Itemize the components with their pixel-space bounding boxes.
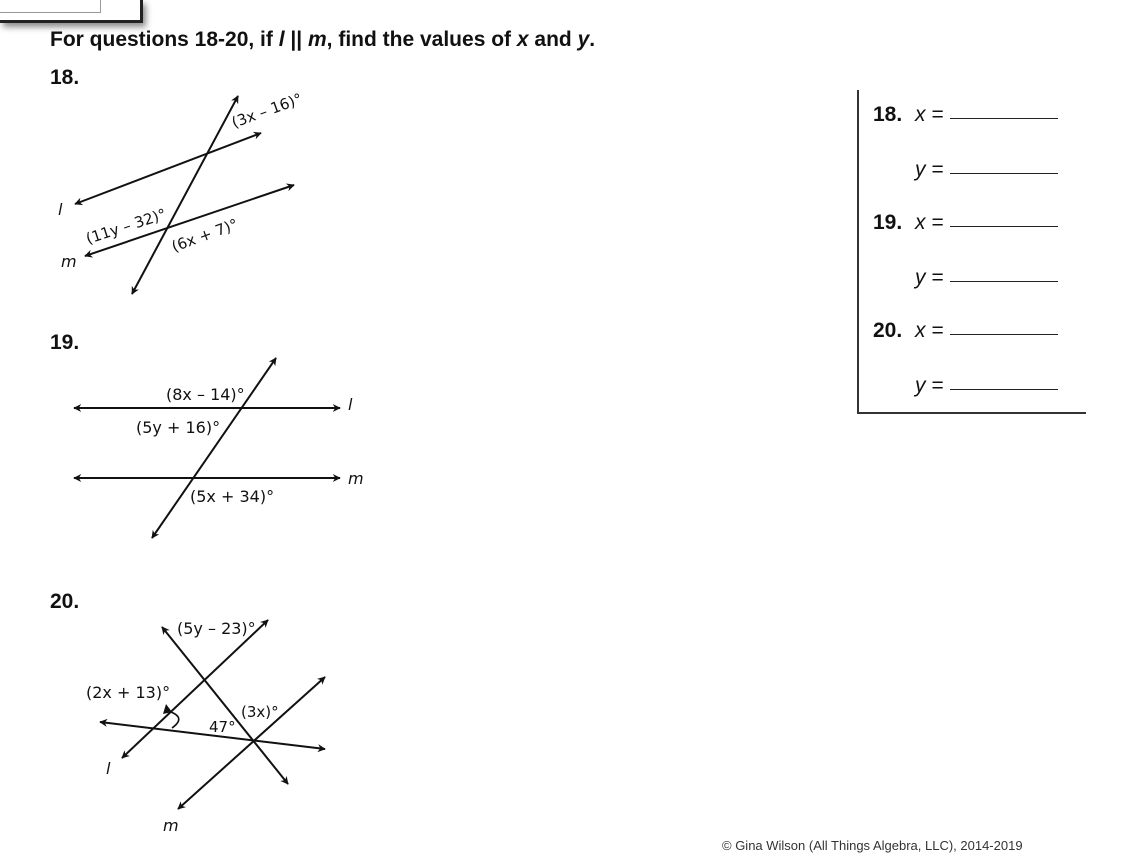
- answer-row-20-y: [873, 374, 1058, 398]
- answer-row-19-y: [873, 266, 1058, 290]
- diagram-19-angle-2: (5y + 16)°: [136, 418, 221, 437]
- answer-variable: y: [915, 158, 926, 181]
- answer-number: 18.: [873, 103, 903, 126]
- problem-19-number: 19.: [50, 331, 80, 354]
- diagram-18-line-l: [75, 133, 261, 204]
- diagram-20-angle-1: (5y – 23)°: [177, 619, 256, 638]
- instructions-line1: l: [278, 28, 285, 51]
- answer-blank[interactable]: [950, 225, 1058, 227]
- instructions-prefix: For questions 18-20, if: [50, 28, 279, 51]
- diagram-18: [75, 96, 294, 294]
- answer-variable: x: [915, 103, 926, 126]
- answer-equals: =: [931, 266, 944, 289]
- diagram-19-angle-1: (8x – 14)°: [166, 385, 245, 404]
- answer-row-20-x: [873, 319, 1058, 343]
- diagram-19-label-l: l: [348, 395, 353, 414]
- diagram-18-label-l: l: [58, 200, 63, 219]
- answer-equals: =: [931, 103, 944, 126]
- answer-number: 20.: [873, 319, 903, 342]
- diagram-18-angle-2: (11y – 32)°: [83, 204, 169, 248]
- answer-blank[interactable]: [950, 333, 1058, 335]
- instructions-end: .: [589, 28, 596, 51]
- answer-variable: x: [915, 319, 926, 342]
- diagram-18-label-m: m: [61, 252, 77, 271]
- answer-equals: =: [931, 319, 944, 342]
- diagram-19-angle-3: (5x + 34)°: [190, 487, 275, 506]
- instructions-parallel: ||: [284, 28, 308, 51]
- diagram-18-angle-1: (3x – 16)°: [229, 89, 305, 132]
- diagram-20: [100, 620, 325, 809]
- answer-variable: y: [915, 266, 926, 289]
- diagram-20-angle-arc: [171, 712, 179, 728]
- diagram-20-label-l: l: [106, 759, 111, 778]
- diagram-20-line-m: [178, 677, 325, 809]
- problem-20-number: 20.: [50, 590, 80, 613]
- diagram-20-angle-3: 47°: [209, 718, 236, 736]
- answer-blank[interactable]: [950, 117, 1058, 119]
- answer-box: [857, 90, 1086, 414]
- answer-equals: =: [931, 211, 944, 234]
- instructions-middle: , find the values of: [326, 28, 517, 51]
- answer-equals: =: [931, 374, 944, 397]
- answer-variable: x: [915, 211, 926, 234]
- answer-equals: =: [931, 158, 944, 181]
- instructions-var1: x: [516, 28, 529, 51]
- diagram-20-angle-4: (3x)°: [241, 703, 279, 721]
- problem-18-number: 18.: [50, 66, 80, 89]
- diagram-18-angle-3: (6x + 7)°: [169, 215, 241, 256]
- instructions-var2: y: [577, 28, 590, 51]
- answer-row-18-x: [873, 103, 1058, 127]
- copyright-footer: © Gina Wilson (All Things Algebra, LLC), 2014-2019: [722, 838, 1023, 853]
- diagram-19-label-m: m: [348, 469, 364, 488]
- answer-number: 19.: [873, 211, 903, 234]
- instructions-and: and: [528, 28, 578, 51]
- diagram-20-label-m: m: [163, 816, 179, 835]
- answer-blank[interactable]: [950, 388, 1058, 390]
- diagram-20-angle-2: (2x + 13)°: [86, 683, 171, 702]
- diagram-18-transversal: [132, 96, 241, 294]
- answer-blank[interactable]: [950, 172, 1058, 174]
- answer-row-19-x: [873, 211, 1058, 235]
- answer-blank[interactable]: [950, 280, 1058, 282]
- answer-row-18-y: [873, 158, 1058, 182]
- answer-variable: y: [915, 374, 926, 397]
- instructions-line2: m: [307, 28, 327, 51]
